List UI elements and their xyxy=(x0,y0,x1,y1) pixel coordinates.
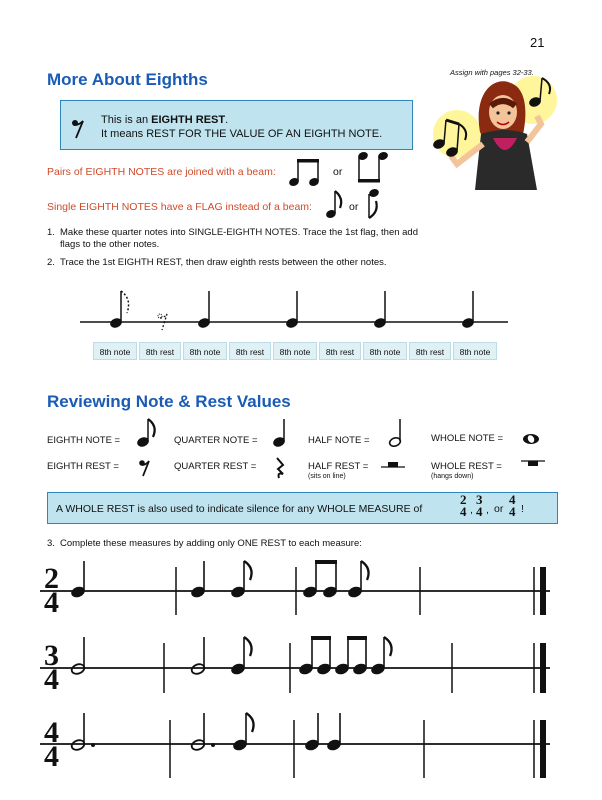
label-8th-note: 8th note xyxy=(453,342,497,360)
girl-illustration xyxy=(425,72,565,190)
quarter-note xyxy=(304,713,321,752)
or-text-2: or xyxy=(349,201,359,213)
eighth-rest-info-box xyxy=(60,100,413,150)
label-half-note: HALF NOTE = xyxy=(308,435,370,446)
dotted-half-note xyxy=(190,713,215,751)
beamed-eighths-1 xyxy=(298,636,333,676)
section-title-reviewing: Reviewing Note & Rest Values xyxy=(47,392,291,411)
label-whole-rest: WHOLE REST = xyxy=(431,461,502,472)
comma-2: , xyxy=(486,504,489,516)
label-8th-note: 8th note xyxy=(273,342,317,360)
eighth-note xyxy=(230,637,252,676)
label-whole-note: WHOLE NOTE = xyxy=(431,433,504,444)
practice-note-5 xyxy=(461,291,475,329)
label-eighth-note: EIGHTH NOTE = xyxy=(47,435,121,446)
label-eighth-rest: EIGHTH REST = xyxy=(47,461,119,472)
instruction-1-num: 1. xyxy=(47,227,55,238)
time-sig-4-4: 4 4 xyxy=(509,492,516,519)
practice-note-2 xyxy=(197,291,211,329)
label-quarter-note: QUARTER NOTE = xyxy=(174,435,258,446)
measure-row-4-4 xyxy=(40,708,560,780)
label-8th-rest: 8th rest xyxy=(319,342,361,360)
label-8th-note: 8th note xyxy=(183,342,227,360)
eighth-note xyxy=(347,561,369,599)
half-rest-icon xyxy=(381,460,405,472)
eighth-note xyxy=(232,713,254,752)
whole-rest-note: (hangs down) xyxy=(431,473,474,480)
practice-note-4 xyxy=(373,291,387,329)
eighth-rest-icon xyxy=(138,459,152,477)
row2-time-signature: 3 4 xyxy=(44,639,59,696)
label-8th-rest: 8th rest xyxy=(409,342,451,360)
beamed-eighths-stem-up-icon xyxy=(288,156,328,188)
half-rest-note: (sits on line) xyxy=(308,473,346,480)
quarter-rest-icon xyxy=(273,457,287,479)
label-8th-rest: 8th rest xyxy=(139,342,181,360)
section-title-more-about-eighths: More About Eighths xyxy=(47,70,208,89)
label-8th-note: 8th note xyxy=(363,342,407,360)
measure-row-2-4 xyxy=(40,555,560,619)
page-number: 21 xyxy=(530,35,545,50)
eighth-note-icon xyxy=(136,417,158,449)
label-half-rest: HALF REST = xyxy=(308,461,369,472)
practice-note-3 xyxy=(285,291,299,329)
exclamation: ! xyxy=(521,503,524,515)
single-eighth-text: Single EIGHTH NOTES have a FLAG instead of a beam: xyxy=(47,201,312,213)
eighth-rest-line1: This is an EIGHTH REST. xyxy=(101,114,229,126)
half-note-icon xyxy=(388,417,404,449)
eighth-note-flag-up-icon xyxy=(325,188,345,220)
quarter-note xyxy=(70,561,87,599)
instruction-2-num: 2. xyxy=(47,257,55,268)
whole-rest-info-box xyxy=(47,492,558,524)
row3-time-signature: 4 4 xyxy=(44,716,59,773)
whole-rest-info-text: A WHOLE REST is also used to indicate silence for any WHOLE MEASURE of xyxy=(56,503,423,515)
half-note xyxy=(190,637,205,675)
or-text-3: or xyxy=(494,503,504,515)
row1-time-signature: 2 4 xyxy=(44,562,59,619)
beamed-eighths xyxy=(302,560,339,599)
pairs-eighth-text: Pairs of EIGHTH NOTES are joined with a beam: xyxy=(47,166,276,178)
instruction-1: Make these quarter notes into SINGLE-EIGHTH NOTES. Trace the 1st flag, then add flags to the other notes. xyxy=(60,227,418,250)
or-text-1: or xyxy=(333,166,343,178)
whole-rest-icon xyxy=(521,458,545,470)
final-barline xyxy=(540,643,546,693)
comma-1: , xyxy=(470,504,473,516)
half-note xyxy=(70,637,85,675)
dotted-half-note xyxy=(70,713,95,751)
instruction-2: Trace the 1st EIGHTH REST, then draw eighth rests between the other notes. xyxy=(60,257,387,268)
eighth-note xyxy=(370,637,392,676)
eighth-rest-line2: It means REST FOR THE VALUE OF AN EIGHTH NOTE. xyxy=(101,128,383,140)
beamed-eighths-stem-down-icon xyxy=(355,150,391,186)
instruction-3-num: 3. xyxy=(47,538,55,549)
final-barline xyxy=(540,567,546,615)
quarter-note xyxy=(190,561,207,599)
quarter-note-icon xyxy=(272,417,288,449)
whole-note-icon xyxy=(521,432,541,446)
assign-note: Assign with pages 32-33. xyxy=(450,68,534,77)
instruction-3: Complete these measures by adding only ONE REST to each measure: xyxy=(60,538,362,549)
practice-note-1 xyxy=(109,291,129,329)
measure-row-3-4 xyxy=(40,631,560,696)
label-8th-note: 8th note xyxy=(93,342,137,360)
time-sig-3-4: 3 4 xyxy=(476,492,483,519)
label-quarter-rest: QUARTER REST = xyxy=(174,461,257,472)
quarter-note xyxy=(326,713,343,752)
time-sig-2-4: 2 4 xyxy=(460,492,467,519)
eighth-rest-icon xyxy=(71,119,85,139)
eighth-note-flag-down-icon xyxy=(365,187,385,221)
label-8th-rest: 8th rest xyxy=(229,342,271,360)
beamed-eighths-2 xyxy=(334,636,369,676)
final-barline xyxy=(540,720,546,778)
eighth-note xyxy=(230,561,252,599)
eighth-practice-staff xyxy=(80,285,510,335)
